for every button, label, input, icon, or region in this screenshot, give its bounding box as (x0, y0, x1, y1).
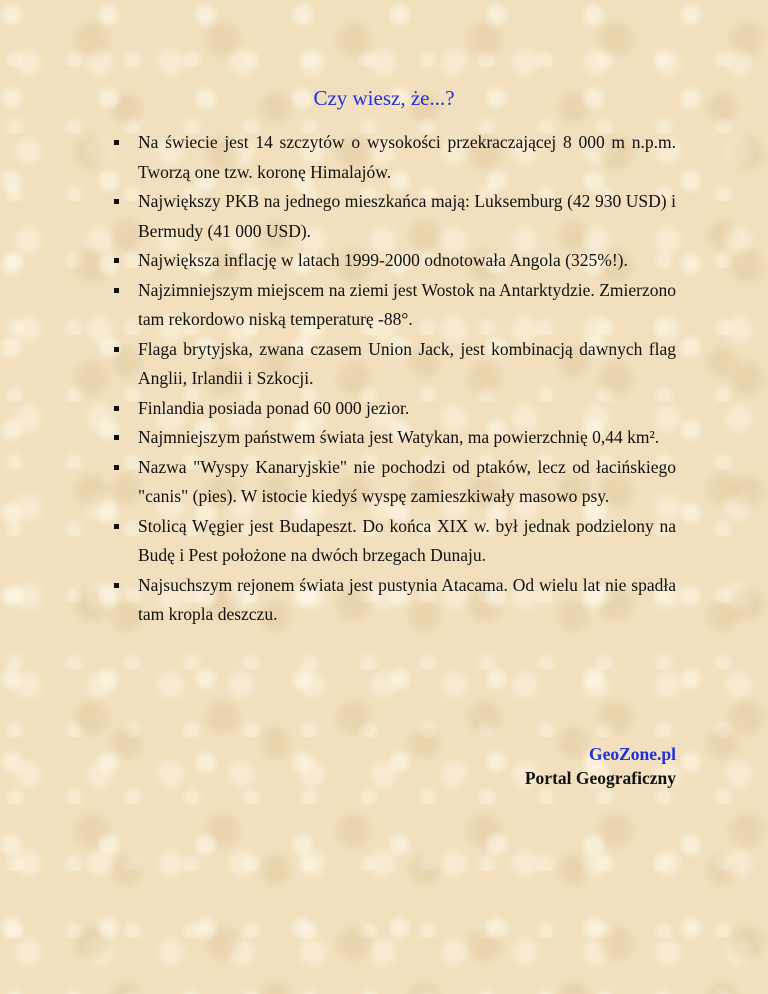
brand-name: GeoZone.pl (588, 744, 676, 764)
bullet-icon (114, 347, 119, 352)
fact-item (138, 394, 676, 424)
fact-item (138, 276, 676, 335)
bullet-icon (114, 435, 119, 440)
fact-item (138, 246, 676, 276)
fact-text: Największa inflację w latach 1999-2000 odnotowała Angola (325%!). (138, 250, 628, 270)
fact-item (138, 512, 676, 571)
bullet-icon (114, 524, 119, 529)
bullet-icon (114, 199, 119, 204)
fact-text: Na świecie jest 14 szczytów o wysokości przekraczającej 8 000 m n.p.m. Tworzą one tzw. koronę Himalajów. (138, 132, 676, 182)
fact-item (138, 187, 676, 246)
bullet-icon (114, 406, 119, 411)
fact-text: Najmniejszym państwem świata jest Watykan, ma powierzchnię 0,44 km². (138, 427, 660, 447)
bullet-icon (114, 140, 119, 145)
bullet-icon (114, 288, 119, 293)
bullet-icon (114, 583, 119, 588)
signature-block (525, 742, 676, 790)
bullet-icon (114, 258, 119, 263)
fact-text: Największy PKB na jednego mieszkańca mają: Luksemburg (42 930 USD) i Bermudy (41 000 USD). (138, 191, 676, 241)
fact-text: Flaga brytyjska, zwana czasem Union Jack, jest kombinacją dawnych flag Anglii, Irlandii i Szkocji. (138, 338, 676, 388)
brand-subtitle: Portal Geograficzny (524, 768, 676, 788)
fact-item (138, 423, 676, 453)
fact-item (138, 128, 676, 187)
fact-text: Najzimniejszym miejscem na ziemi jest Wostok na Antarktydzie. Zmierzono tam rekordowo niską temperaturę -88°. (138, 279, 676, 329)
page-title: Czy wiesz, że...? (313, 86, 455, 110)
fact-text: Finlandia posiada ponad 60 000 jezior. (138, 397, 410, 418)
fact-item (138, 453, 676, 512)
fact-text: Nazwa "Wyspy Kanaryjskie" nie pochodzi od ptaków, lecz od łacińskiego "canis" (pies). W istocie kiedyś wyspę zamieszkiwały masowo psy. (138, 456, 676, 506)
fact-item (138, 335, 676, 394)
fact-text: Najsuchszym rejonem świata jest pustynia Atacama. Od wielu lat nie spadła tam kropla deszczu. (138, 574, 676, 624)
fact-text: Stolicą Węgier jest Budapeszt. Do końca XIX w. był jednak podzielony na Budę i Pest położone na dwóch brzegach Dunaju. (138, 515, 676, 565)
facts-list (0, 128, 768, 630)
bullet-icon (114, 465, 119, 470)
fact-item (138, 571, 676, 630)
